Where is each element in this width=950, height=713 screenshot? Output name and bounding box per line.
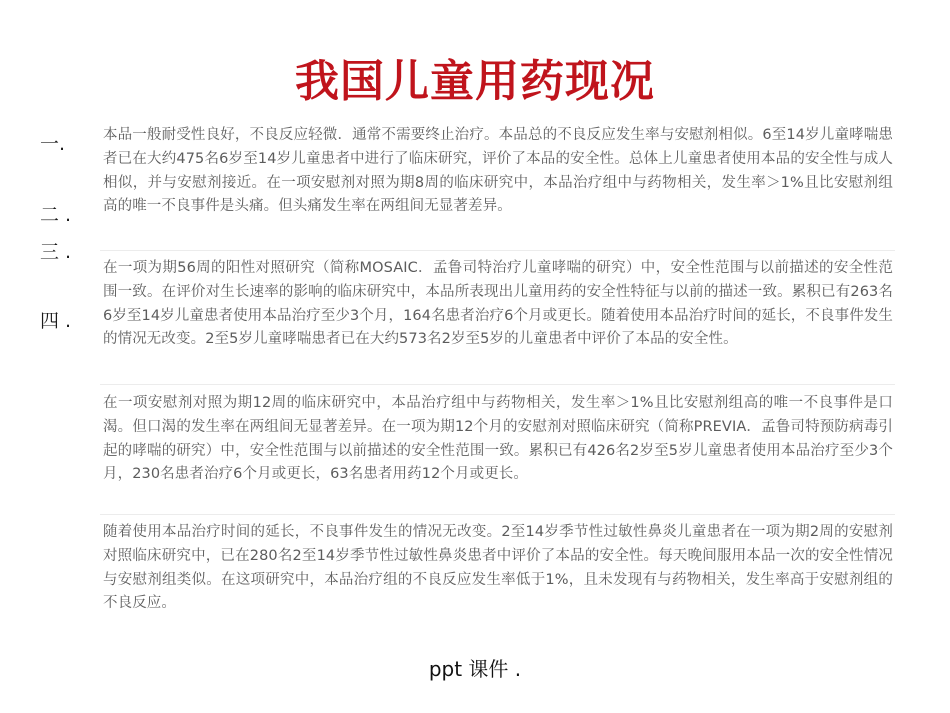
paragraph-divider (100, 384, 895, 385)
paragraph-divider (100, 514, 895, 515)
paragraph-4: 随着使用本品治疗时间的延长，不良事件发生的情况无改变。2至14岁季节性过敏性鼻炎儿童患者在一项为期2周的安慰剂对照临床研究中，已在280名2至14岁季节性过敏性鼻炎患者中评价了本品的安全性。每天晚间服用本品一次的安全性情况与安慰剂组类似。在这项研究中，本品治疗组的不良反应发生率低于1%，且未发现有与药物相关，发生率高于安慰剂组的不良反应。 (103, 524, 893, 612)
slide-title: 我国儿童用药现况 (295, 56, 655, 107)
bullet-4: 四 . (40, 310, 72, 332)
slide-footer: ppt 课件 . (428, 657, 522, 681)
paragraph-3: 在一项安慰剂对照为期12周的临床研究中，本品治疗组中与药物相关，发生率＞1%且比安慰剂组高的唯一不良事件是口渴。但口渴的发生率在两组间无显著差异。在一项为期12个月的安慰剂对照临床研究（简称PREVIA．孟鲁司特预防病毒引起的哮喘的研究）中，安全性范围与以前描述的安全性范围一致。累积已有426名2岁至5岁儿童患者使用本品治疗至少3个月，230名患者治疗6个月或更长，63名患者用药12个月或更长。 (103, 395, 893, 483)
bullet-3: 三 . (40, 241, 72, 263)
bullet-1: 一. (40, 133, 66, 155)
paragraph-divider (100, 250, 895, 251)
paragraph-2: 在一项为期56周的阳性对照研究（简称MOSAIC．孟鲁司特治疗儿童哮喘的研究）中，安全性范围与以前描述的安全性范围一致。在评价对生长速率的影响的临床研究中，本品所表现出儿童用药的安全性特征与以前的描述一致。累积已有263名6岁至14岁儿童患者使用本品治疗至少3个月，164名患者治疗6个月或更长。随着使用本品治疗时间的延长，不良事件发生的情况无改变。2至5岁儿童哮喘患者已在大约573名2岁至5岁的儿童患者中评价了本品的安全性。 (103, 260, 893, 348)
paragraph-1: 本品一般耐受性良好，不良反应轻微．通常不需要终止治疗。本品总的不良反应发生率与安慰剂相似。6至14岁儿童哮喘患者已在大约475名6岁至14岁儿童患者中进行了临床研究，评价了本品的安全性。总体上儿童患者使用本品的安全性与成人相似，并与安慰剂接近。在一项安慰剂对照为期8周的临床研究中，本品治疗组中与药物相关，发生率＞1%且比安慰剂组高的唯一不良事件是头痛。但头痛发生率在两组间无显著差异。 (103, 127, 893, 215)
bullet-2: 二 . (40, 204, 72, 226)
